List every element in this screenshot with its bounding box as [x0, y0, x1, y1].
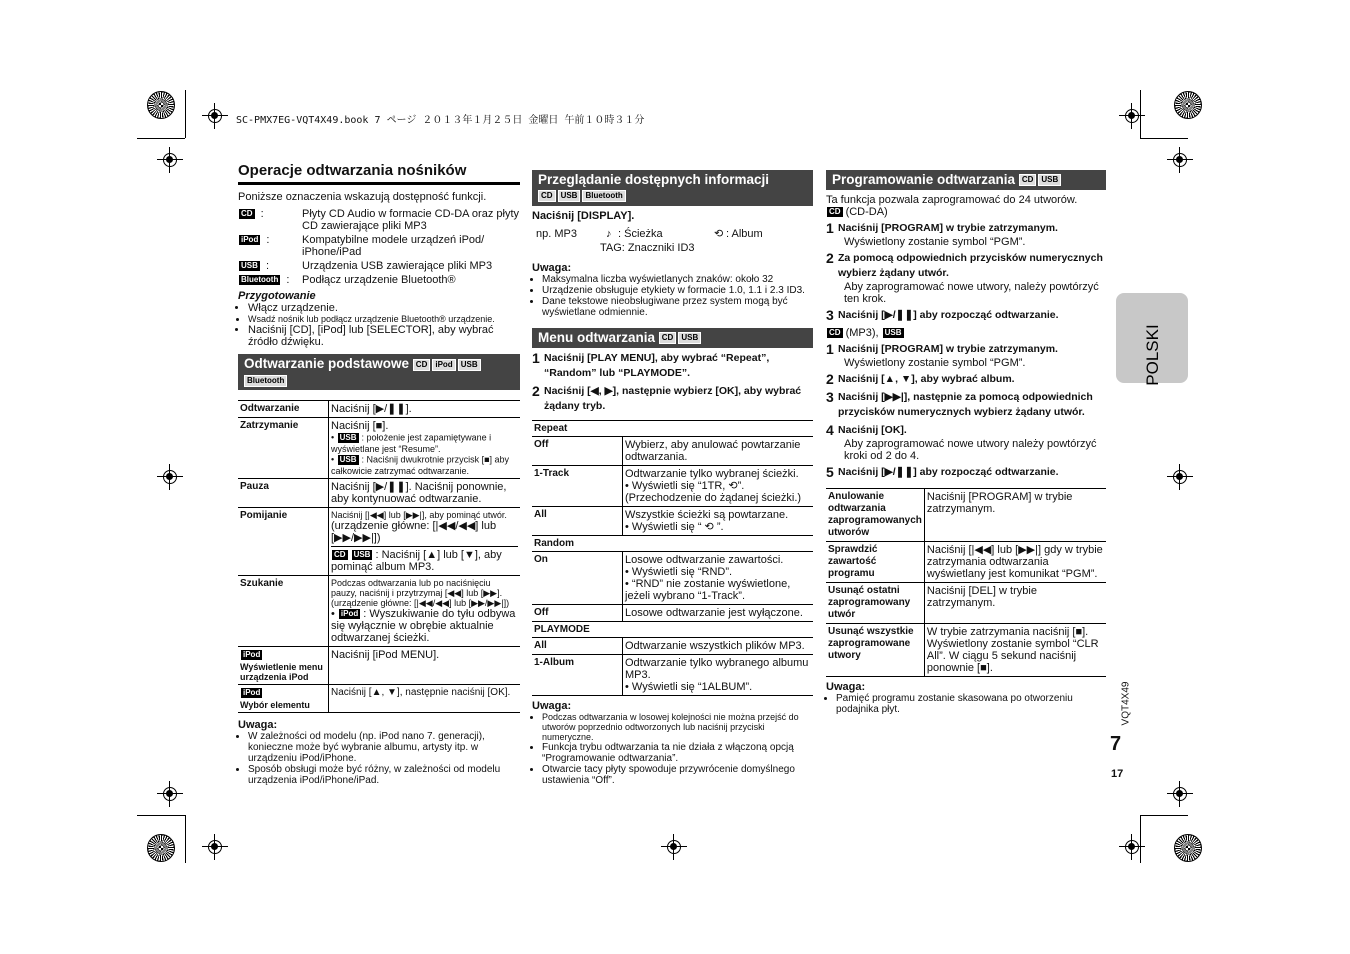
step-text: Naciśnij [OK].	[838, 424, 907, 437]
language-tab-label: POLSKI	[1143, 324, 1162, 386]
row-value: Naciśnij [iPod MENU].	[329, 647, 521, 685]
step-text: Naciśnij [▶/❚❚] aby rozpocząć odtwarzanie.	[838, 309, 1059, 322]
row-label: Zatrzymanie	[238, 418, 329, 479]
basic-playback-table	[238, 400, 520, 712]
row-label: Off	[532, 605, 623, 622]
table-row	[238, 401, 520, 418]
info-title: Przeglądanie dostępnych informacji	[538, 172, 770, 187]
note-title: Uwaga:	[826, 681, 866, 694]
mp3-label-row	[826, 327, 1106, 339]
info-header	[532, 170, 813, 206]
step-note: Aby zaprogramować nowe utwory należy powtórzyć kroki od 2 do 4.	[844, 438, 1097, 463]
row-value: Losowe odtwarzanie zawartości. • Wyświetli się “RND”. • “RND” nie zostanie wyświetlone, jeżeli wybrano “1-Track”.	[623, 552, 814, 605]
program-table	[826, 488, 1106, 677]
notes-list	[238, 731, 520, 786]
list-item: • W zależności od modelu (np. iPod nano 7. generacji), konieczne może być wybranie albumu, artysty itp. w urządzeniu iPod/iPhone.	[248, 731, 520, 764]
list-item: • Maksymalna liczba wyświetlanych znaków: około 32	[542, 274, 813, 285]
value-text: : Naciśnij [▲] lub [▼], aby pominąć album MP3.	[331, 549, 502, 574]
example-label: np. MP3	[536, 228, 577, 240]
row-value: Naciśnij [▶/❚❚]. Naciśnij ponownie, aby kontynuować odtwarzanie.	[329, 479, 521, 508]
table-row	[238, 479, 520, 508]
row-label	[238, 647, 329, 685]
value-text: (urządzenie główne: [|◀◀/◀◀] lub [▶▶/▶▶|])	[331, 520, 497, 545]
list-item: • Wsadź nośnik lub podłącz urządzenie Bluetooth® urządzenie.	[248, 314, 520, 324]
step-4: 4 Naciśnij [OK].	[826, 423, 1106, 438]
crosshair-icon	[1167, 464, 1193, 490]
cd-tag: CD	[413, 359, 431, 371]
model-code: VQT4X49	[1120, 681, 1132, 726]
row-label: 1-Album	[532, 655, 623, 696]
row-value: Naciśnij [DEL] w trybie zatrzymanym.	[924, 583, 1106, 624]
bluetooth-tag: Bluetooth	[244, 375, 287, 387]
table-row	[238, 508, 520, 576]
page-number-big: 7	[1110, 733, 1122, 755]
step-text: Za pomocą odpowiednich przycisków numerycznych wybierz żądany utwór.	[838, 252, 1103, 280]
marker-row: Bluetooth : Podłącz urządzenie Bluetooth®	[238, 274, 520, 286]
usb-tag: USB	[337, 454, 360, 466]
step-text: Naciśnij [▶/❚❚] aby rozpocząć odtwarzanie.	[838, 466, 1059, 479]
crosshair-icon	[157, 147, 183, 173]
row-value: Losowe odtwarzanie jest wyłączone.	[623, 605, 814, 622]
steps-mp3	[826, 342, 1106, 480]
marker-tag: Bluetooth	[238, 274, 281, 286]
bluetooth-tag: Bluetooth	[582, 190, 625, 202]
crosshair-icon	[202, 103, 228, 129]
cd-label-row	[826, 206, 1106, 218]
row-label	[238, 685, 329, 713]
step-text: Naciśnij [PROGRAM] w trybie zatrzymanym.	[838, 222, 1058, 235]
note-icon: ♪	[606, 228, 612, 240]
notes-list	[826, 693, 1106, 715]
basic-playback-header	[238, 354, 520, 390]
list-item: • Urządzenie obsługuje etykiety w formacie 1.0, 1.1 i 2.3 ID3.	[542, 285, 813, 296]
step-text: Naciśnij [◀, ▶], następnie wybierz [OK], aby wybrać żądany tryb.	[544, 385, 802, 412]
ipod-tag: iPod	[432, 359, 455, 371]
notes-list	[532, 274, 813, 318]
table-row	[238, 647, 520, 685]
step-5: 5 Naciśnij [▶/❚❚] aby rozpocząć odtwarzanie.	[826, 465, 1106, 480]
row-value: Odtwarzanie tylko wybranej ścieżki. • Wyświetli się “1TR, ⟲”. (Przechodzenie do żądanej ścieżki.)	[623, 466, 814, 507]
value-text: : Naciśnij dwukrotnie przycisk [■] aby całkowicie zatrzymać odtwarzanie.	[331, 454, 510, 477]
row-label: Odtwarzanie	[238, 401, 329, 418]
ipod-tag: iPod	[240, 687, 263, 699]
table-section: Repeat	[532, 421, 813, 437]
row-value	[329, 508, 521, 576]
notes-list	[532, 712, 813, 786]
row-value: Naciśnij [■]. • USB : położenie jest zapamiętywane i wyświetlane jest “Resume”. • USB : Naciśnij dwukrotnie przycisk [■] aby całkowicie zatrzymać odtwarzanie.	[329, 418, 521, 479]
menu-header	[532, 328, 813, 348]
step-note: Aby zaprogramować nowe utwory, należy powtórzyć ten krok.	[844, 281, 1099, 306]
section-title: Operacje odtwarzania nośników	[238, 162, 520, 185]
list-item: • Włącz urządzenie.	[248, 302, 520, 314]
step-text: Naciśnij [▲, ▼], aby wybrać album.	[838, 373, 1015, 386]
program-intro: Ta funkcja pozwala zaprogramować do 24 utworów.	[826, 194, 1078, 206]
value-text: Naciśnij [■].	[331, 420, 389, 433]
step-2: 2 Za pomocą odpowiednich przycisków numerycznych wybierz żądany utwór.	[826, 251, 1106, 281]
list-item: • Podczas odtwarzania w losowej kolejności nie można przejść do utworów poprzednio odtworzonych lub naciśnij przyciski numeryczne.	[542, 712, 813, 742]
row-value: W trybie zatrzymania naciśnij [■]. Wyświetlony zostanie symbol “CLR All”. W ciągu 5 sekund naciśnij ponownie [■].	[924, 624, 1106, 677]
list-item: • Otwarcie tacy płyty spowoduje przywrócenie domyślnego ustawienia “Off”.	[542, 764, 813, 786]
row-label: All	[532, 507, 623, 536]
intro-text: Poniższe oznaczenia wskazują dostępność funkcji.	[238, 191, 487, 203]
row-label: Usunąć wszystkie zaprogramowane utwory	[826, 624, 924, 677]
registration-sun-icon	[1174, 834, 1202, 862]
table-section: PLAYMODE	[532, 622, 813, 638]
note-title: Uwaga:	[532, 700, 572, 712]
usb-tag: USB	[1038, 174, 1061, 186]
play-menu-table	[532, 420, 813, 696]
marker-text: Urządzenia USB zawierające pliki MP3	[302, 260, 493, 272]
usb-tag: USB	[882, 327, 905, 339]
label-text: Wybór elementu	[240, 699, 310, 710]
step-1: 1 Naciśnij [PROGRAM] w trybie zatrzymanym.	[826, 342, 1106, 357]
list-item: • Sposób obsługi może być różny, w zależności od modelu urządzenia iPod/iPhone/iPad.	[248, 764, 520, 786]
album-label: : Album	[726, 228, 763, 240]
cd-tag: CD	[826, 206, 844, 218]
cd-tag: CD	[1019, 174, 1037, 186]
registration-sun-icon	[147, 91, 175, 119]
marker-tag: CD	[238, 208, 256, 220]
cd-tag: CD	[331, 549, 349, 561]
row-label: Pauza	[238, 479, 329, 508]
page-number-small: 17	[1111, 768, 1124, 780]
row-label: 1-Track	[532, 466, 623, 507]
table-section: Random	[532, 536, 813, 552]
row-label: Pomijanie	[238, 508, 329, 576]
cd-tag: CD	[826, 327, 844, 339]
row-value: Naciśnij [▲, ▼], następnie naciśnij [OK].	[329, 685, 521, 713]
note-title: Uwaga:	[532, 262, 572, 274]
usb-tag: USB	[678, 332, 701, 344]
value-text: Podczas odtwarzania lub po naciśnięciu pauzy, naciśnij i przytrzymaj [◀◀] lub [▶▶]. (urządzenie główne: [|◀◀/◀◀] lub [▶▶/▶▶|])	[331, 578, 510, 609]
step-3: 3 Naciśnij [▶▶|], następnie za pomocą odpowiednich przycisków numerycznych wybierz żądany utwór.	[826, 390, 1106, 420]
marker-text: Płyty CD Audio w formacie CD-DA oraz płyty CD zawierające pliki MP3	[302, 208, 520, 232]
usb-tag: USB	[351, 549, 374, 561]
row-label: Anulowanie odtwarzania zaprogramowanych utworów	[826, 489, 924, 542]
steps-cd	[826, 221, 1106, 323]
table-row	[238, 576, 520, 647]
marker-tag: iPod	[238, 234, 261, 246]
program-header	[826, 170, 1106, 190]
table-row	[238, 418, 520, 479]
step-note: Wyświetlony zostanie symbol “PGM”.	[844, 357, 1026, 370]
display-command: Naciśnij [DISPLAY].	[532, 210, 635, 222]
row-label: Szukanie	[238, 576, 329, 647]
step-text: Naciśnij [▶▶|], następnie za pomocą odpowiednich przycisków numerycznych wybierz żądany utwór.	[838, 391, 1093, 419]
step-2: 2 Naciśnij [▲, ▼], aby wybrać album.	[826, 372, 1106, 387]
list-item: • Naciśnij [CD], [iPod] lub [SELECTOR], aby wybrać źródło dźwięku.	[248, 324, 520, 348]
crosshair-icon	[1167, 147, 1193, 173]
row-label: Off	[532, 437, 623, 466]
column-playback-basics	[238, 162, 520, 786]
display-example	[532, 226, 813, 256]
prep-list	[238, 302, 520, 348]
crosshair-icon	[1119, 834, 1145, 860]
row-value: Podczas odtwarzania lub po naciśnięciu pauzy, naciśnij i przytrzymaj [◀◀] lub [▶▶]. (urządzenie główne: [|◀◀/◀◀] lub [▶▶/▶▶|]) • iPod : Wyszukiwanie do tyłu odbywa się wyłącznie w obrębie aktualnie odtwarzanej ścieżki.	[329, 576, 521, 647]
note-title: Uwaga:	[238, 718, 278, 731]
row-label: Usunąć ostatni zaprogramowany utwór	[826, 583, 924, 624]
value-text: : Wyszukiwanie do tyłu odbywa się wyłącznie w obrębie aktualnie odtwarzanej ścieżki.	[331, 608, 516, 645]
column-info-menu	[532, 170, 813, 786]
step-3: 3 Naciśnij [▶/❚❚] aby rozpocząć odtwarzanie.	[826, 308, 1106, 323]
marker-text: Kompatybilne modele urządzeń iPod/ iPhone/iPad	[302, 234, 485, 258]
row-value: Odtwarzanie wszystkich plików MP3.	[623, 638, 814, 655]
tag-label: TAG: Znaczniki ID3	[600, 242, 695, 254]
step-2: 2 Naciśnij [◀, ▶], następnie wybierz [OK], aby wybrać żądany tryb.	[532, 384, 813, 414]
usb-tag: USB	[458, 359, 481, 371]
cd-tag: CD	[538, 190, 556, 202]
marker-legend	[238, 208, 520, 286]
track-label: : Ścieżka	[618, 228, 663, 240]
ipod-tag: iPod	[338, 608, 361, 620]
row-value: Naciśnij [▶/❚❚].	[329, 401, 521, 418]
marker-row: iPod : Kompatybilne modele urządzeń iPod/ iPhone/iPad	[238, 234, 520, 258]
program-title: Programowanie odtwarzania	[832, 172, 1016, 187]
row-value: Naciśnij [PROGRAM] w trybie zatrzymanym.	[924, 489, 1106, 542]
cd-tag: CD	[659, 332, 677, 344]
crosshair-icon	[1119, 103, 1145, 129]
column-programming	[826, 170, 1106, 715]
list-item: • Dane tekstowe nieobsługiwane przez system mogą być wyświetlane odmiennie.	[542, 296, 813, 318]
marker-row: USB : Urządzenia USB zawierające pliki MP3	[238, 260, 520, 272]
crosshair-icon	[157, 781, 183, 807]
list-item: • Funkcja trybu odtwarzania ta nie działa z włączoną opcją “Programowanie odtwarzania”.	[542, 742, 813, 764]
value-text: Naciśnij [|◀◀] lub [▶▶|], aby pominąć utwór.	[331, 510, 507, 521]
step-text: Naciśnij [PROGRAM] w trybie zatrzymanym.	[838, 343, 1058, 356]
label-text: Wyświetlenie menu urządzenia iPod	[240, 662, 323, 683]
cd-label: (CD-DA)	[845, 206, 888, 218]
marker-tag: USB	[238, 260, 261, 272]
marker-text: Podłącz urządzenie Bluetooth®	[302, 274, 456, 287]
crosshair-icon	[202, 834, 228, 860]
list-item: • Pamięć programu zostanie skasowana po otworzeniu podajnika płyt.	[836, 693, 1106, 715]
step-1: 1 Naciśnij [PLAY MENU], aby wybrać “Repeat”, “Random” lub “PLAYMODE”.	[532, 351, 813, 381]
step-note: Wyświetlony zostanie symbol “PGM”.	[844, 236, 1026, 249]
row-label: On	[532, 552, 623, 605]
crosshair-icon	[661, 834, 687, 860]
usb-tag: USB	[337, 432, 360, 444]
step-1: 1 Naciśnij [PROGRAM] w trybie zatrzymanym.	[826, 221, 1106, 236]
mp3-label: (MP3),	[845, 327, 879, 340]
step-text: Naciśnij [PLAY MENU], aby wybrać “Repeat”, “Random” lub “PLAYMODE”.	[544, 352, 770, 379]
marker-row: CD : Płyty CD Audio w formacie CD-DA oraz płyty CD zawierające pliki MP3	[238, 208, 520, 232]
row-value: Wybierz, aby anulować powtarzanie odtwarzania.	[623, 437, 814, 466]
ipod-tag: iPod	[240, 649, 263, 661]
row-value: Odtwarzanie tylko wybranego albumu MP3. • Wyświetli się “1ALBUM”.	[623, 655, 814, 696]
row-value: Wszystkie ścieżki są powtarzane. • Wyświetli się “ ⟲ ”.	[623, 507, 814, 536]
prep-title: Przygotowanie	[238, 290, 316, 303]
crosshair-icon	[1167, 781, 1193, 807]
registration-sun-icon	[147, 834, 175, 862]
menu-title: Menu odtwarzania	[538, 330, 656, 345]
value-text: : położenie jest zapamiętywane i wyświetlane jest “Resume”.	[331, 432, 492, 455]
table-row	[238, 685, 520, 713]
registration-sun-icon	[1174, 91, 1202, 119]
crosshair-icon	[157, 464, 183, 490]
usb-tag: USB	[558, 190, 581, 202]
row-value: Naciśnij [|◀◀] lub [▶▶|] gdy w trybie zatrzymania odtwarzania wyświetlany jest komunikat “PGM”.	[924, 542, 1106, 583]
row-label: Sprawdzić zawartość programu	[826, 542, 924, 583]
row-label: All	[532, 638, 623, 655]
basic-playback-title: Odtwarzanie podstawowe	[244, 356, 410, 372]
album-icon: ⟲	[714, 228, 724, 240]
file-header-line: SC-PMX7EG-VQT4X49.book 7 ページ ２０１３年１月２５日 金曜日 午前１０時３１分	[236, 115, 645, 126]
